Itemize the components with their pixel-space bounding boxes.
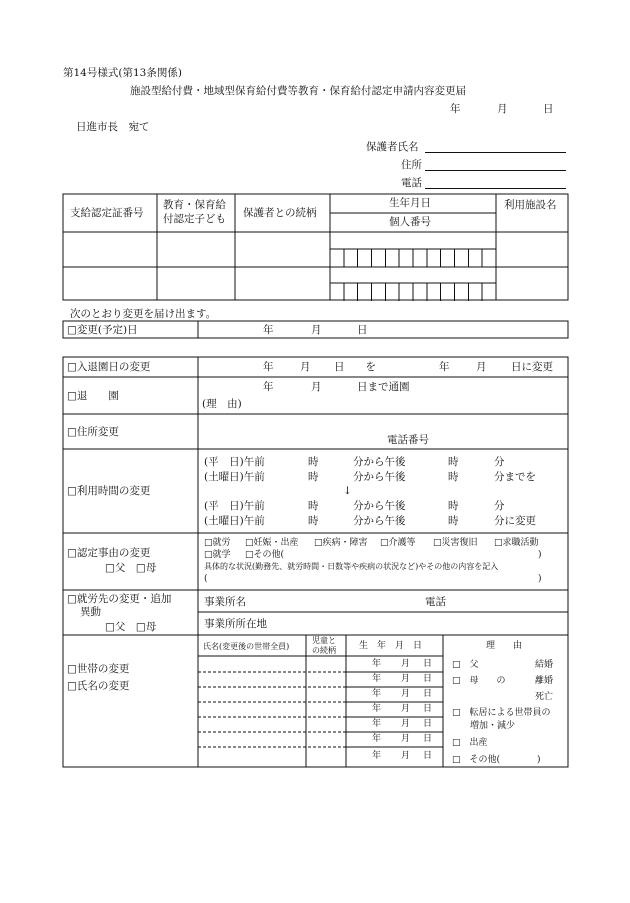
guardian-name-label: 保護者氏名 [366,141,419,153]
date-day-label: 日 [543,103,554,115]
opt-care[interactable]: □介護等 [380,538,416,548]
reason-marriage: 結婚 [535,660,554,670]
household-birth-date-label: 年 [372,704,382,714]
opt-jobhunt[interactable]: □求職活動 [494,538,539,548]
from-pm-label: 分から午後 [353,515,406,527]
workplace-change-label2: 異動 [80,606,101,618]
household-birth-date-label: 日 [423,659,433,669]
minute-label: 分 [494,456,505,468]
workplace-change-checkbox[interactable]: □就労先の変更・追加 [67,593,172,605]
phone-label: 電話 [401,177,422,189]
form-title: 施設型給付費・地域型保育給付費等教育・保育給付認定申請内容変更届 [130,85,466,97]
changed-label: 分に変更 [494,515,536,527]
from-pm-label: 分から午後 [353,456,406,468]
col-personal-number: 個人番号 [389,216,431,228]
address-field[interactable] [425,169,566,171]
reason-move-1[interactable]: □ 転居による世帯員の [452,708,551,718]
col-member-name: 氏名(変更後の世帯全員) [203,642,290,651]
workplace-change-parent[interactable]: □父 □母 [105,621,157,633]
detail-open: ( [204,574,208,584]
from-pm-label: 分から午後 [353,471,406,483]
household-birth-date-label: 年 [372,734,382,744]
down-arrow-icon: ↓ [343,485,352,497]
hour-label: 時 [448,500,459,512]
withdrawal-until: 日まで通園 [357,381,410,393]
col-relation: 保護者との続柄 [243,207,317,219]
household-birth-date-label: 年 [372,719,382,729]
household-birth-date-label: 月 [401,719,411,729]
reason-divorce: 離婚 [535,676,554,686]
hour-label: 時 [308,500,319,512]
household-birth-date-label: 年 [372,689,382,699]
household-birth-date-label: 月 [401,751,411,761]
admission-year-new: 年 [439,361,450,373]
opt-illness[interactable]: □疾病・障害 [314,538,368,548]
reason-birth[interactable]: □ 出産 [452,738,488,748]
until-wo-label: 分までを [494,471,536,483]
opt-school[interactable]: □就学 [204,550,231,560]
reason-death: 死亡 [535,692,554,702]
hour-label: 時 [308,456,319,468]
weekday-label-before: (平 日)午前 [204,456,265,468]
col-facility: 利用施設名 [504,199,557,211]
hour-label: 時 [308,471,319,483]
reason-move-2: 増加・減少 [470,721,516,731]
new-phone-label: 電話番号 [387,434,429,446]
household-birth-date-label: 日 [423,689,433,699]
reason-mother[interactable]: □ 母 の [452,676,506,686]
col-birth: 生 年 月 日 [359,641,423,651]
household-birth-date-label: 日 [423,734,433,744]
col-reason: 理 由 [486,641,523,651]
withdrawal-checkbox[interactable]: □退 園 [67,390,119,402]
col-child-relation-1: 児童と [312,636,336,645]
from-pm-label: 分から午後 [353,500,406,512]
household-birth-date-label: 年 [372,659,382,669]
reason-other-close: ) [537,755,541,765]
admission-change-checkbox[interactable]: □入退園日の変更 [67,361,151,373]
reason-father[interactable]: □ 父 [452,660,479,670]
office-phone-label: 電話 [425,596,446,608]
change-date-year: 年 [263,324,274,336]
col-birthdate: 生年月日 [389,197,431,209]
change-date-day: 日 [357,324,368,336]
household-birth-date-label: 年 [372,674,382,684]
opt-disaster[interactable]: □災害復旧 [433,538,478,548]
withdrawal-month: 月 [311,381,322,393]
reason-other[interactable]: □ その他( [452,755,501,765]
withdrawal-year: 年 [263,381,274,393]
household-birth-date-label: 日 [423,751,433,761]
opt-work[interactable]: □就労 [204,538,231,548]
date-year-label: 年 [450,103,461,115]
admission-day-changed: 日に変更 [511,361,553,373]
household-birth-date-label: 月 [401,704,411,714]
reason-change-parent[interactable]: □父 □母 [105,562,157,574]
minute-label: 分 [494,500,505,512]
admission-year: 年 [263,361,274,373]
guardian-name-field[interactable] [425,151,566,153]
household-birth-date-label: 月 [401,659,411,669]
hour-label: 時 [448,456,459,468]
date-month-label: 月 [497,103,508,115]
address-change-checkbox[interactable]: □住所変更 [67,426,119,438]
household-change-checkbox[interactable]: □世帯の変更 [67,663,130,675]
household-birth-date-label: 月 [401,689,411,699]
hour-label: 時 [308,515,319,527]
household-birth-date-label: 月 [401,674,411,684]
household-birth-date-label: 日 [423,704,433,714]
col-child-relation-2: の続柄 [312,646,336,655]
office-name-label: 事業所名 [204,596,246,608]
household-birth-date-label: 月 [401,734,411,744]
admission-month-new: 月 [476,361,487,373]
notice-text: 次のとおり変更を届け出ます。 [70,308,217,320]
hour-label: 時 [448,515,459,527]
household-birth-date-label: 日 [423,674,433,684]
weekday-label-after: (平 日)午前 [204,500,265,512]
admission-day-wo: 日 を [334,361,376,373]
change-date-checkbox[interactable]: □変更(予定)日 [67,324,138,336]
form-number: 第14号様式(第13条関係) [63,67,182,79]
opt-other-close: ) [538,550,542,560]
office-address-label: 事業所所在地 [204,618,267,630]
household-birth-date-label: 年 [372,751,382,761]
opt-other[interactable]: □その他( [245,550,285,560]
col-child-line1: 教育・保育給 [163,199,226,211]
col-child-line2: 付認定子ども [163,213,226,225]
admission-month: 月 [300,361,311,373]
name-change-checkbox[interactable]: □氏名の変更 [67,680,130,692]
saturday-label-after: (土曜日)午前 [204,515,265,527]
phone-field[interactable] [425,187,566,189]
detail-close: ) [538,574,542,584]
usage-time-checkbox[interactable]: □利用時間の変更 [67,485,151,497]
col-cert-number: 支給認定証番号 [70,207,144,219]
opt-pregnancy[interactable]: □妊娠・出産 [245,538,299,548]
withdrawal-reason-label: (理 由) [202,398,242,410]
detail-instruction: 具体的な状況(勤務先、就労時間・日数等や疾病の状況など)やその他の内容を記入 [204,562,499,571]
addressee: 日進市長 宛て [76,121,150,133]
hour-label: 時 [448,471,459,483]
reason-change-checkbox[interactable]: □認定事由の変更 [67,547,151,559]
address-label: 住所 [401,159,422,171]
household-birth-date-label: 日 [423,719,433,729]
change-date-month: 月 [311,324,322,336]
saturday-label-before: (土曜日)午前 [204,471,265,483]
